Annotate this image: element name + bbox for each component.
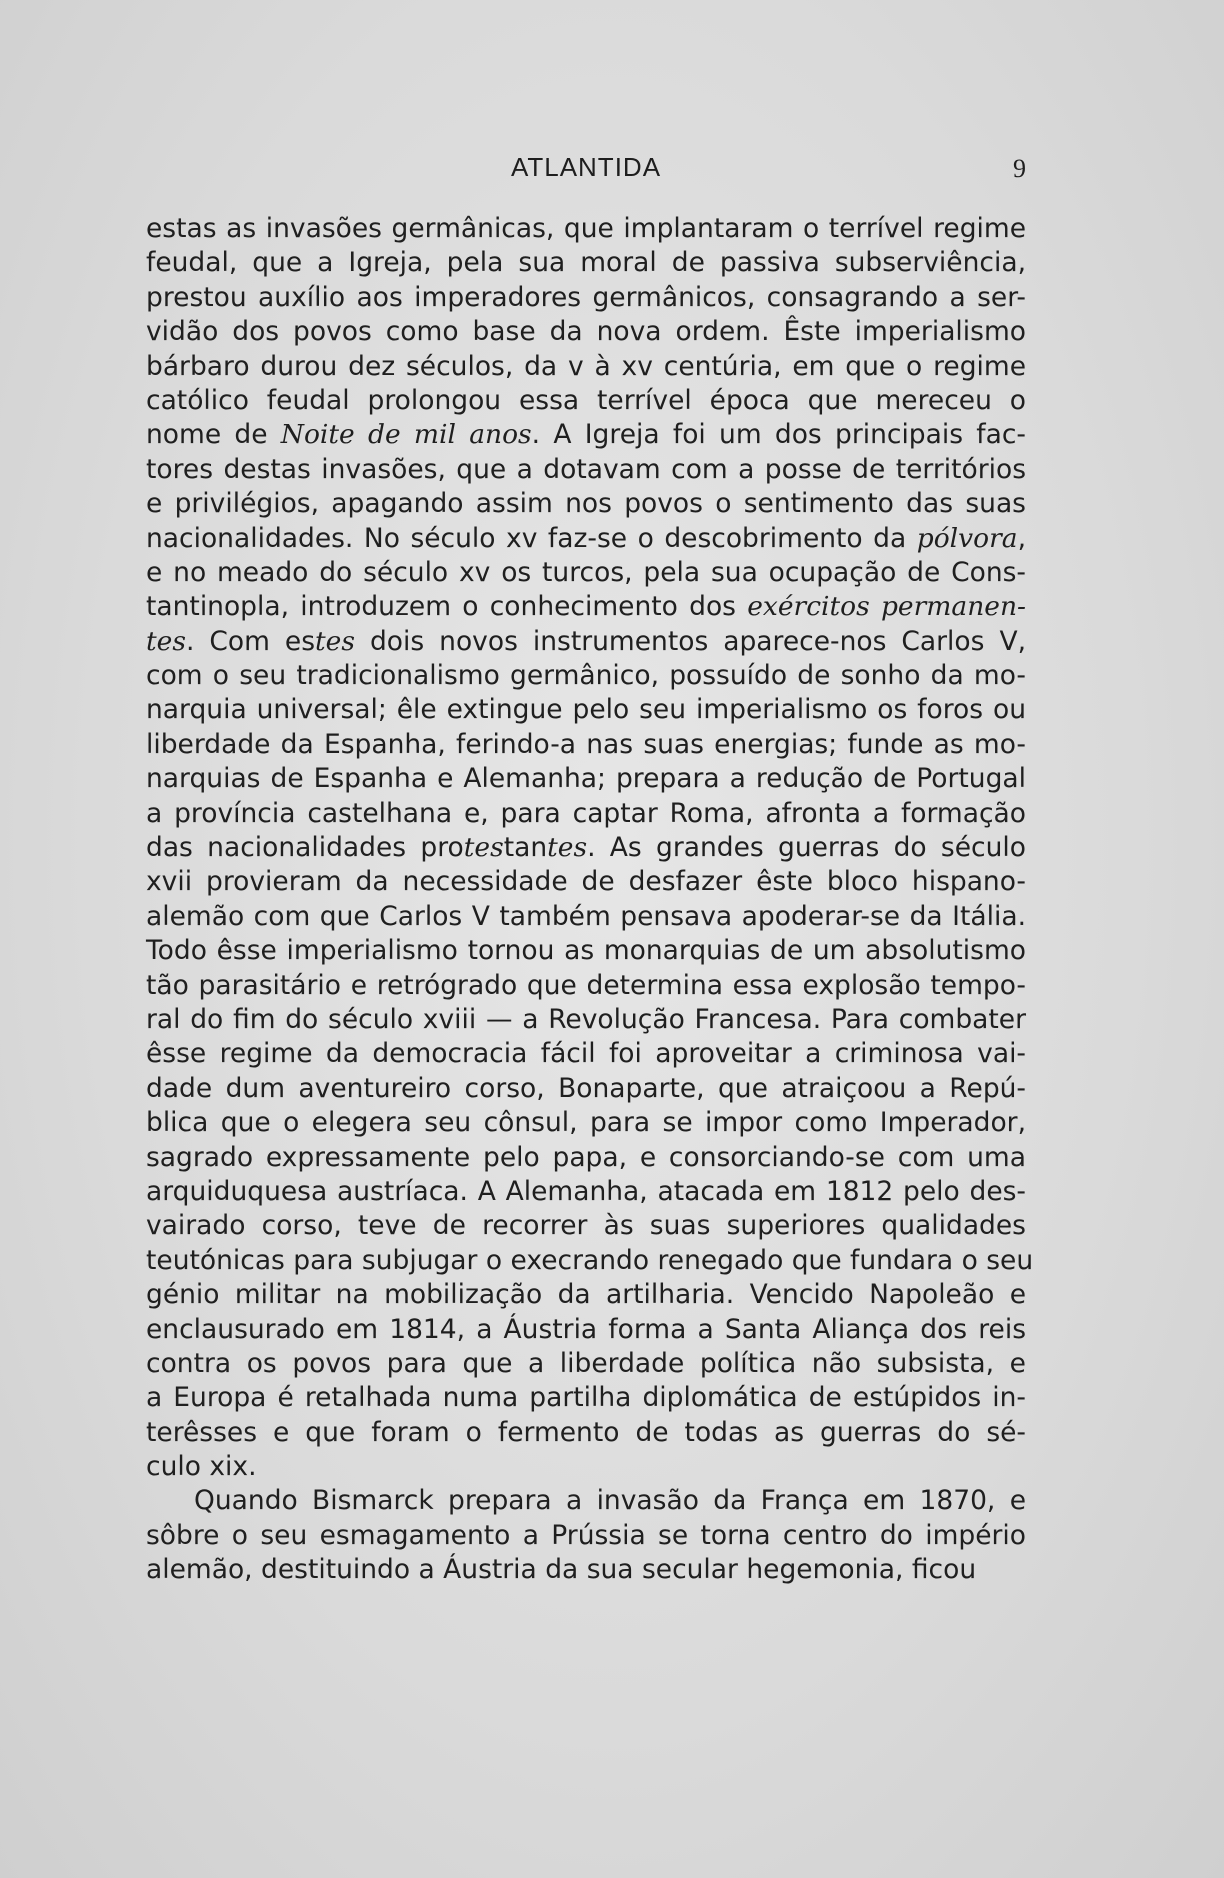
text-line: liberdade da Espanha, ferindo-a nas suas energias; funde as mo- bbox=[146, 728, 1026, 760]
text-line: nome de Noite de mil anos. A Igreja foi um dos principais fac- bbox=[146, 419, 1026, 451]
text-line: vidão dos povos como base da nova ordem. Êste imperialismo bbox=[146, 316, 1026, 348]
text-line: teutónicas para subjugar o execrando renegado que fundara o seu bbox=[146, 1244, 1034, 1276]
text-line: enclausurado em 1814, a Áustria forma a Santa Aliança dos reis bbox=[146, 1313, 1026, 1345]
text-line: sôbre o seu esmagamento a Prússia se torna centro do império bbox=[146, 1519, 1026, 1551]
text-line: feudal, que a Igreja, pela sua moral de passiva subserviência, bbox=[146, 247, 1026, 279]
text-line: a Europa é retalhada numa partilha diplomática de estúpidos in- bbox=[146, 1382, 1026, 1414]
text-line: e privilégios, apagando assim nos povos o sentimento das suas bbox=[146, 488, 1026, 520]
text-line: terêsses e que foram o fermento de todas as guerras do sé- bbox=[146, 1416, 1026, 1448]
text-line: bárbaro durou dez séculos, da v à xv centúria, em que o regime bbox=[146, 350, 1026, 382]
running-title: ATLANTIDA bbox=[510, 152, 662, 182]
text-line: tão parasitário e retrógrado que determina essa explosão tempo- bbox=[146, 969, 1026, 1001]
text-line: das nacionalidades protestantes. As grandes guerras do século bbox=[146, 832, 1026, 864]
text-line: vairado corso, teve de recorrer às suas superiores qualidades bbox=[146, 1210, 1026, 1242]
text-line: génio militar na mobilização da artilharia. Vencido Napoleão e bbox=[146, 1279, 1026, 1311]
text-line: prestou auxílio aos imperadores germânicos, consagrando a ser- bbox=[146, 281, 1026, 313]
text-line: alemão, destituindo a Áustria da sua secular hegemonia, ficou bbox=[146, 1554, 977, 1586]
text-line: estas as invasões germânicas, que implantaram o terrível regime bbox=[146, 213, 1026, 244]
text-line: êsse regime da democracia fácil foi aproveitar a criminosa vai- bbox=[146, 1038, 1026, 1070]
text-line: tantinopla, introduzem o conhecimento dos exércitos permanen- bbox=[146, 591, 1026, 623]
text-line: culo xix. bbox=[146, 1451, 257, 1483]
text-line: arquiduquesa austríaca. A Alemanha, atacada em 1812 pelo des- bbox=[146, 1175, 1026, 1207]
text-line: contra os povos para que a liberdade política não subsista, e bbox=[146, 1347, 1026, 1379]
body-text bbox=[146, 212, 1034, 1588]
text-line: xvii provieram da necessidade de desfazer êste bloco hispano- bbox=[146, 866, 1026, 898]
text-line: narquias de Espanha e Alemanha; prepara a redução de Portugal bbox=[146, 763, 1026, 795]
text-line: católico feudal prolongou essa terrível época que mereceu o bbox=[146, 384, 1026, 416]
text-line: dade dum aventureiro corso, Bonaparte, que atraiçoou a Repú- bbox=[146, 1072, 1026, 1104]
page-header bbox=[146, 152, 1026, 192]
text-line: tes. Com estes dois novos instrumentos aparece-nos Carlos V, bbox=[146, 625, 1026, 657]
text-line: ral do fim do século xviii — a Revolução Francesa. Para combater bbox=[146, 1003, 1026, 1035]
text-line: com o seu tradicionalismo germânico, possuído de sonho da mo- bbox=[146, 660, 1026, 692]
text-line: a província castelhana e, para captar Roma, afronta a formação bbox=[146, 797, 1026, 829]
text-line: e no meado do século xv os turcos, pela sua ocupação de Cons- bbox=[146, 556, 1026, 588]
text-line: Todo êsse imperialismo tornou as monarquias de um absolutismo bbox=[146, 935, 1026, 967]
text-line: Quando Bismarck prepara a invasão da França em 1870, e bbox=[194, 1485, 1026, 1517]
text-line: narquia universal; êle extingue pelo seu imperialismo os foros ou bbox=[146, 694, 1026, 726]
text-line: alemão com que Carlos V também pensava apoderar-se da Itália. bbox=[146, 900, 1026, 932]
text-line: nacionalidades. No século xv faz-se o descobrimento da pólvora, bbox=[146, 522, 1026, 554]
page-number: 9 bbox=[1013, 154, 1026, 183]
text-line: tores destas invasões, que a dotavam com a posse de territórios bbox=[146, 453, 1026, 485]
text-line: sagrado expressamente pelo papa, e consorciando-se com uma bbox=[146, 1141, 1026, 1173]
text-line: blica que o elegera seu cônsul, para se impor como Imperador, bbox=[146, 1107, 1026, 1139]
